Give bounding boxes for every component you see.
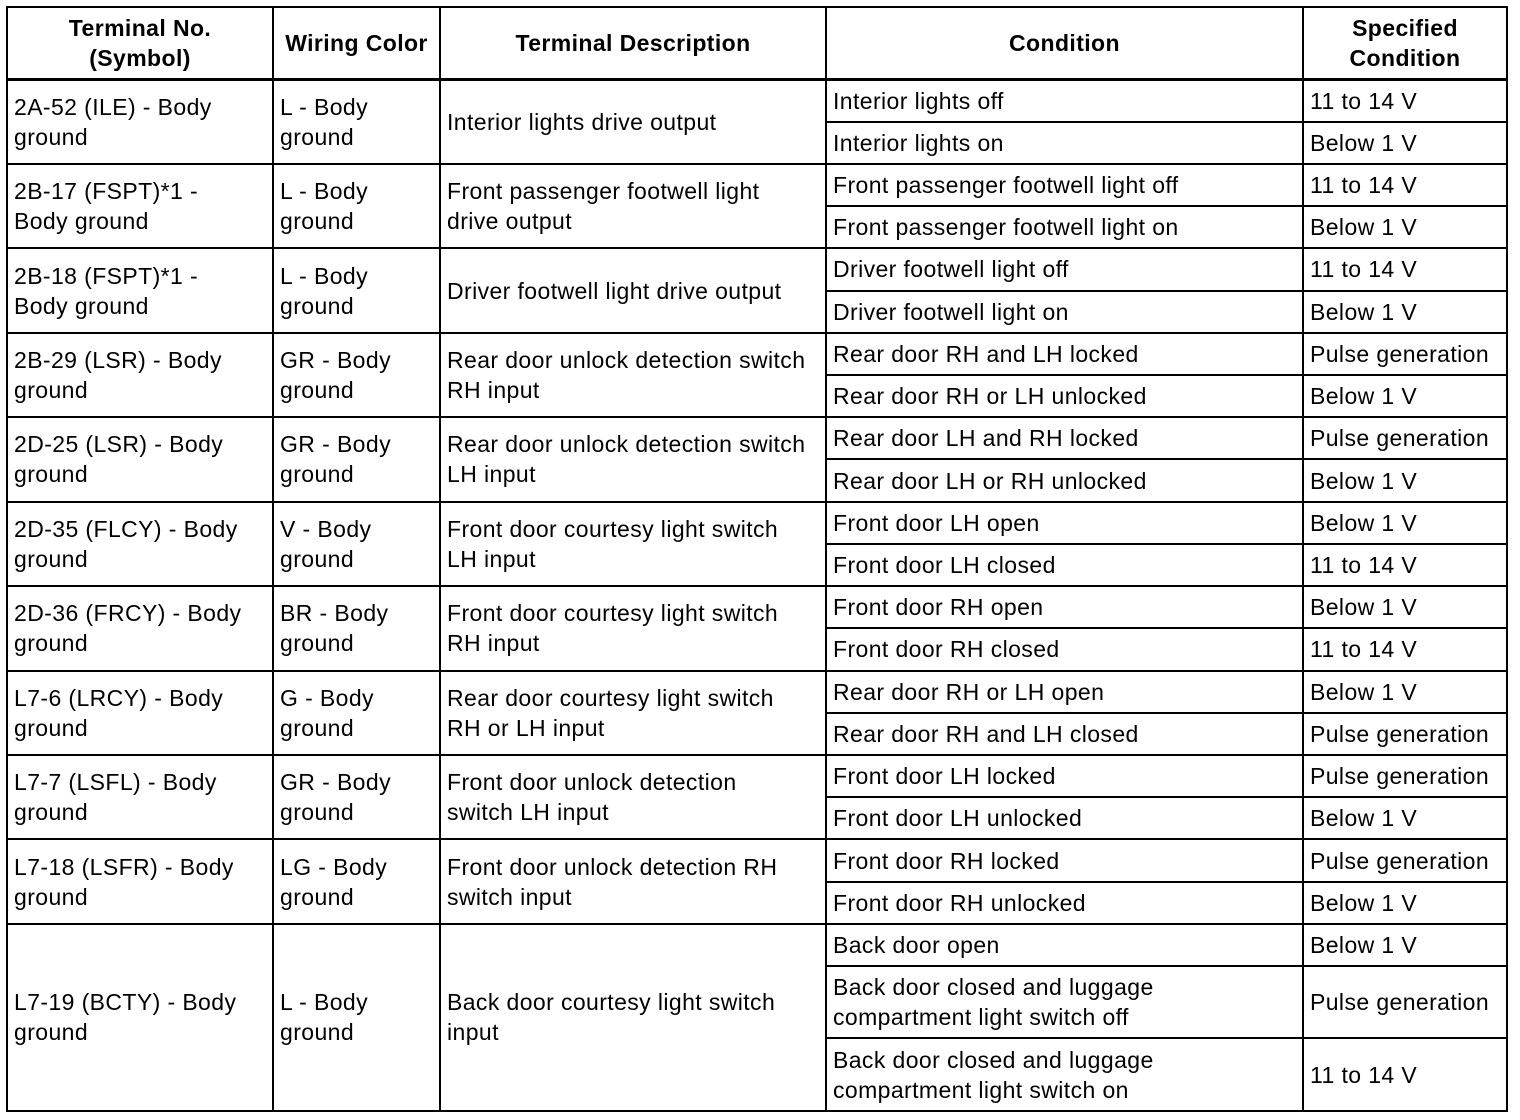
table-row xyxy=(7,164,1507,206)
terminal-cell: L7-6 (LRCY) - Body ground xyxy=(7,671,273,755)
table-row xyxy=(7,248,1507,290)
terminal-cell: L7-7 (LSFL) - Body ground xyxy=(7,755,273,839)
header-condition: Condition xyxy=(826,7,1303,80)
specified-condition-cell: Pulse generation xyxy=(1303,713,1507,755)
table-row xyxy=(7,755,1507,797)
table-row xyxy=(7,333,1507,375)
table-row xyxy=(7,671,1507,713)
condition-cell: Back door closed and luggage compartment light switch on xyxy=(826,1038,1303,1111)
header-terminal-description: Terminal Description xyxy=(440,7,826,80)
condition-cell: Front door RH unlocked xyxy=(826,882,1303,924)
specified-condition-cell: Pulse generation xyxy=(1303,755,1507,797)
condition-cell: Rear door RH or LH unlocked xyxy=(826,375,1303,417)
specified-condition-cell: Below 1 V xyxy=(1303,924,1507,966)
terminal-spec-table xyxy=(6,6,1508,1112)
condition-cell: Rear door RH and LH closed xyxy=(826,713,1303,755)
condition-cell: Rear door LH and RH locked xyxy=(826,417,1303,459)
terminal-description-cell: Rear door unlock detection switch LH input xyxy=(440,417,826,501)
condition-cell: Interior lights on xyxy=(826,122,1303,164)
terminal-cell: 2D-35 (FLCY) - Body ground xyxy=(7,502,273,586)
terminal-description-cell: Front passenger footwell light drive output xyxy=(440,164,826,248)
condition-cell: Driver footwell light on xyxy=(826,291,1303,333)
specified-condition-cell: 11 to 14 V xyxy=(1303,544,1507,586)
wiring-color-cell: V - Body ground xyxy=(273,502,440,586)
terminal-description-cell: Rear door courtesy light switch RH or LH input xyxy=(440,671,826,755)
specified-condition-cell: 11 to 14 V xyxy=(1303,80,1507,122)
header-row xyxy=(7,7,1507,80)
condition-cell: Front door LH unlocked xyxy=(826,797,1303,839)
terminal-cell: 2A-52 (ILE) - Body ground xyxy=(7,80,273,164)
terminal-cell: 2D-36 (FRCY) - Body ground xyxy=(7,586,273,670)
specified-condition-cell: Below 1 V xyxy=(1303,797,1507,839)
condition-cell: Front door LH locked xyxy=(826,755,1303,797)
wiring-color-cell: G - Body ground xyxy=(273,671,440,755)
condition-cell: Rear door RH or LH open xyxy=(826,671,1303,713)
condition-cell: Front door RH locked xyxy=(826,839,1303,881)
header-wiring-color: Wiring Color xyxy=(273,7,440,80)
table-row xyxy=(7,80,1507,122)
wiring-color-cell: GR - Body ground xyxy=(273,417,440,501)
table-row xyxy=(7,417,1507,459)
condition-cell: Front passenger footwell light off xyxy=(826,164,1303,206)
specified-condition-cell: Pulse generation xyxy=(1303,966,1507,1038)
specified-condition-cell: Below 1 V xyxy=(1303,882,1507,924)
terminal-description-cell: Interior lights drive output xyxy=(440,80,826,164)
condition-cell: Back door closed and luggage compartment light switch off xyxy=(826,966,1303,1038)
table-body xyxy=(7,80,1507,1112)
terminal-cell: 2D-25 (LSR) - Body ground xyxy=(7,417,273,501)
table-row xyxy=(7,839,1507,881)
terminal-description-cell: Front door courtesy light switch RH input xyxy=(440,586,826,670)
table-row xyxy=(7,924,1507,966)
specified-condition-cell: Below 1 V xyxy=(1303,671,1507,713)
specified-condition-cell: 11 to 14 V xyxy=(1303,248,1507,290)
condition-cell: Rear door LH or RH unlocked xyxy=(826,459,1303,501)
terminal-cell: 2B-17 (FSPT)*1 - Body ground xyxy=(7,164,273,248)
specified-condition-cell: Pulse generation xyxy=(1303,417,1507,459)
wiring-color-cell: LG - Body ground xyxy=(273,839,440,923)
condition-cell: Rear door RH and LH locked xyxy=(826,333,1303,375)
wiring-color-cell: L - Body ground xyxy=(273,164,440,248)
condition-cell: Interior lights off xyxy=(826,80,1303,122)
condition-cell: Front door RH closed xyxy=(826,628,1303,670)
specified-condition-cell: Pulse generation xyxy=(1303,839,1507,881)
terminal-cell: L7-18 (LSFR) - Body ground xyxy=(7,839,273,923)
terminal-description-cell: Front door unlock detection RH switch input xyxy=(440,839,826,923)
terminal-description-cell: Driver footwell light drive output xyxy=(440,248,826,332)
terminal-cell: 2B-18 (FSPT)*1 - Body ground xyxy=(7,248,273,332)
specified-condition-cell: Below 1 V xyxy=(1303,206,1507,248)
header-terminal: Terminal No. (Symbol) xyxy=(7,7,273,80)
specified-condition-cell: 11 to 14 V xyxy=(1303,628,1507,670)
wiring-color-cell: BR - Body ground xyxy=(273,586,440,670)
terminal-description-cell: Front door unlock detection switch LH input xyxy=(440,755,826,839)
terminal-description-cell: Rear door unlock detection switch RH input xyxy=(440,333,826,417)
terminal-cell: 2B-29 (LSR) - Body ground xyxy=(7,333,273,417)
condition-cell: Front door LH open xyxy=(826,502,1303,544)
wiring-color-cell: L - Body ground xyxy=(273,80,440,164)
condition-cell: Front passenger footwell light on xyxy=(826,206,1303,248)
header-specified-condition: Specified Condition xyxy=(1303,7,1507,80)
specified-condition-cell: 11 to 14 V xyxy=(1303,1038,1507,1111)
specified-condition-cell: Below 1 V xyxy=(1303,459,1507,501)
specified-condition-cell: Pulse generation xyxy=(1303,333,1507,375)
specified-condition-cell: Below 1 V xyxy=(1303,502,1507,544)
specified-condition-cell: Below 1 V xyxy=(1303,586,1507,628)
specified-condition-cell: Below 1 V xyxy=(1303,122,1507,164)
specified-condition-cell: 11 to 14 V xyxy=(1303,164,1507,206)
terminal-description-cell: Back door courtesy light switch input xyxy=(440,924,826,1111)
wiring-color-cell: GR - Body ground xyxy=(273,333,440,417)
specified-condition-cell: Below 1 V xyxy=(1303,291,1507,333)
specified-condition-cell: Below 1 V xyxy=(1303,375,1507,417)
wiring-color-cell: L - Body ground xyxy=(273,924,440,1111)
wiring-color-cell: GR - Body ground xyxy=(273,755,440,839)
wiring-color-cell: L - Body ground xyxy=(273,248,440,332)
condition-cell: Driver footwell light off xyxy=(826,248,1303,290)
condition-cell: Back door open xyxy=(826,924,1303,966)
table-row xyxy=(7,502,1507,544)
terminal-cell: L7-19 (BCTY) - Body ground xyxy=(7,924,273,1111)
condition-cell: Front door RH open xyxy=(826,586,1303,628)
table-row xyxy=(7,586,1507,628)
condition-cell: Front door LH closed xyxy=(826,544,1303,586)
terminal-description-cell: Front door courtesy light switch LH input xyxy=(440,502,826,586)
